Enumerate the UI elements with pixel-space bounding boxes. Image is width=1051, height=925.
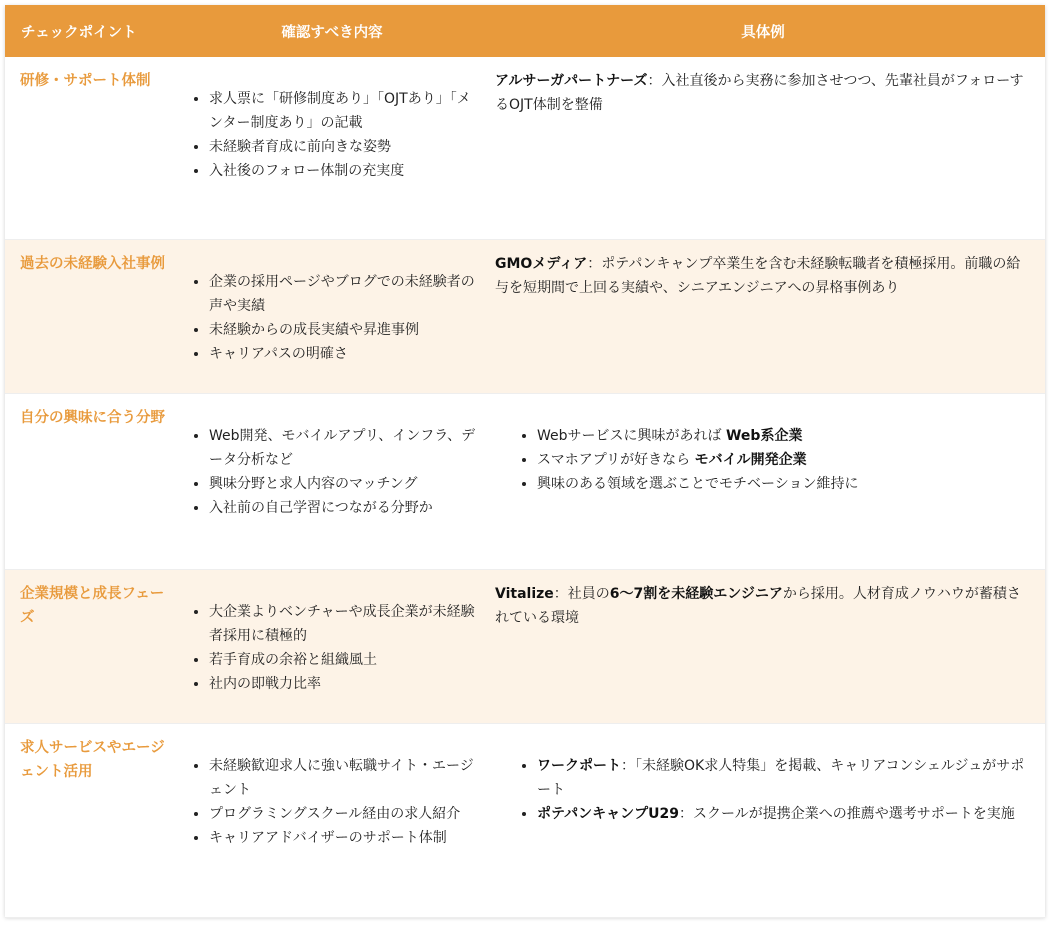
list-item: • 興味分野と求人内容のマッチング — [209, 472, 477, 496]
list-item: • Web開発、モバイルアプリ、インフラ、データ分析など — [209, 424, 477, 472]
table-row — [5, 723, 1045, 917]
header-check-content: 確認すべき内容 — [183, 5, 481, 57]
company-name: Vitalize — [495, 585, 554, 602]
list-item: • 未経験からの成長実績や昇進事例 — [209, 318, 477, 342]
list-item: • 求人票に「研修制度あり」「OJTあり」「メンター制度あり」の記載 — [209, 87, 477, 135]
company-name: アルサーガパートナーズ — [495, 73, 648, 89]
checkpoint-cell: 過去の未経験入社事例 — [5, 239, 183, 393]
example-text: ：「未経験OK求人特集」を掲載、キャリアコンシェルジュがサポート — [537, 757, 1025, 798]
example-cell — [481, 723, 1045, 917]
check-content-cell — [183, 239, 481, 393]
header-example: 具体例 — [481, 5, 1045, 57]
example-text: ：ポテパンキャンプ卒業生を含む未経験転職者を積極採用。前職の給与を短期間で上回る実績や、シニアエンジニアへの昇格事例あり — [495, 255, 1021, 296]
checkpoint-cell: 自分の興味に合う分野 — [5, 393, 183, 569]
example-cell — [481, 393, 1045, 569]
example-text: Webサービスに興味があれば — [537, 427, 726, 444]
list-item — [537, 424, 1031, 448]
list-item — [537, 802, 1031, 826]
checkpoint-cell: 研修・サポート体制 — [5, 57, 183, 239]
check-content-cell — [183, 57, 481, 239]
header-checkpoint: チェックポイント — [5, 5, 183, 57]
list-item: • 入社前の自己学習につながる分野か — [209, 496, 477, 520]
example-cell — [481, 57, 1045, 239]
highlight-text: モバイル開発企業 — [694, 451, 807, 468]
example-cell — [481, 569, 1045, 723]
table-row — [5, 393, 1045, 569]
example-text: ：入社直後から実務に参加させつつ、先輩社員がフォローするOJT体制を整備 — [495, 73, 1024, 113]
table-row — [5, 57, 1045, 239]
example-list — [495, 754, 1031, 826]
check-content-cell — [183, 723, 481, 917]
check-list — [187, 424, 477, 520]
example-cell — [481, 239, 1045, 393]
service-name: ワークポート — [537, 757, 621, 774]
example-text: から採用。人材育成ノウハウが蓄積されている環境 — [495, 585, 1021, 626]
service-name: ポテパンキャンプU29 — [537, 805, 680, 822]
company-name: GMOメディア — [495, 255, 588, 272]
highlight-text: Web系企業 — [725, 427, 803, 444]
check-list — [187, 270, 477, 366]
comparison-table-card — [5, 5, 1045, 917]
example-list — [495, 424, 1031, 496]
list-item: • 大企業よりベンチャーや成長企業が未経験者採用に積極的 — [209, 600, 477, 648]
table-row — [5, 239, 1045, 393]
example-text: スマホアプリが好きなら — [537, 451, 695, 468]
list-item — [537, 754, 1031, 802]
check-content-cell — [183, 569, 481, 723]
list-item: • キャリアパスの明確さ — [209, 342, 477, 366]
list-item: • 企業の採用ページやブログでの未経験者の声や実績 — [209, 270, 477, 318]
list-item: • キャリアアドバイザーのサポート体制 — [209, 826, 477, 850]
check-list — [187, 754, 477, 850]
check-content-cell — [183, 393, 481, 569]
highlight-text: 6〜7割を未経験エンジニア — [609, 585, 783, 602]
table-row — [5, 569, 1045, 723]
list-item: • 入社後のフォロー体制の充実度 — [209, 159, 477, 183]
list-item: • 若手育成の余裕と組織風土 — [209, 648, 477, 672]
list-item: • 未経験歓迎求人に強い転職サイト・エージェント — [209, 754, 477, 802]
checkpoint-cell: 企業規模と成長フェーズ — [5, 569, 183, 723]
checkpoint-table — [5, 5, 1045, 918]
list-item: • 未経験者育成に前向きな姿勢 — [209, 135, 477, 159]
example-text: ：スクールが提携企業への推薦や選考サポートを実施 — [679, 805, 1015, 822]
checkpoint-cell: 求人サービスやエージェント活用 — [5, 723, 183, 917]
table-header-row — [5, 5, 1045, 57]
example-text: 興味のある領域を選ぶことでモチベーション維持に — [537, 475, 859, 492]
example-text: ：社員の — [553, 585, 610, 602]
list-item — [537, 448, 1031, 472]
list-item: • プログラミングスクール経由の求人紹介 — [209, 802, 477, 826]
list-item: • 社内の即戦力比率 — [209, 672, 477, 696]
check-list — [187, 600, 477, 696]
list-item — [537, 472, 1031, 496]
check-list — [187, 87, 477, 183]
